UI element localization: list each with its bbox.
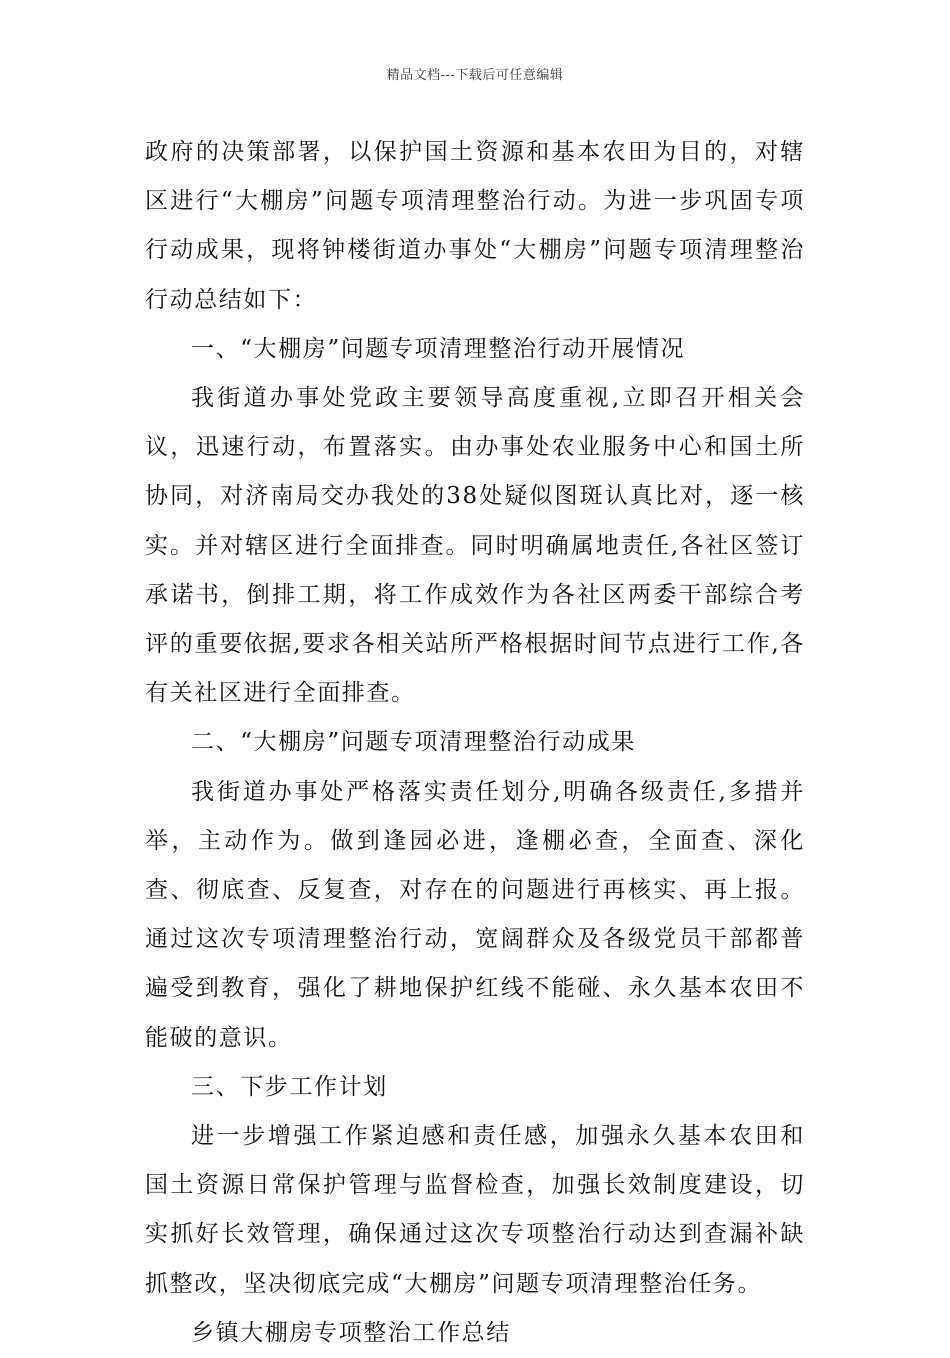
document-body (145, 128, 805, 1358)
paragraph-intro: 政府的决策部署，以保护国土资源和基本农田为目的，对辖区进行“大棚房”问题专项清理整治行动。为进一步巩固专项行动成果，现将钟楼街道办事处“大棚房”问题专项清理整治行动总结如下： (145, 139, 805, 313)
paragraph-section-1: 我街道办事处党政主要领导高度重视,立即召开相关会议，迅速行动，布置落实。由办事处农业服务中心和国土所协同，对济南局交办我处的38处疑似图斑认真比对，逐一核实。并对辖区进行全面排查。同时明确属地责任,各社区签订承诺书，倒排工期，将工作成效作为各社区两委干部综合考评的重要依据,要求各相关站所严格根据时间节点进行工作,各有关社区进行全面排查。 (145, 385, 805, 707)
section-heading-2: 二、“大棚房”问题专项清理整治行动成果 (191, 729, 636, 756)
section-heading-1: 一、“大棚房”问题专项清理整治行动开展情况 (191, 335, 686, 362)
page-header: 精品文档---下载后可任意编辑 (386, 68, 564, 83)
document-title-next: 乡镇大棚房专项整治工作总结 (191, 1319, 511, 1346)
section-heading-3: 三、下步工作计划 (191, 1073, 388, 1100)
paragraph-section-2: 我街道办事处严格落实责任划分,明确各级责任,多措并举，主动作为。做到逢园必进，逢棚必查，全面查、深化查、彻底查、反复查，对存在的问题进行再核实、再上报。通过这次专项清理整治行动，宽阔群众及各级党员干部都普遍受到教育，强化了耕地保护红线不能碰、永久基本农田不能破的意识。 (145, 778, 805, 1051)
paragraph-section-3: 进一步增强工作紧迫感和责任感，加强永久基本农田和国土资源日常保护管理与监督检查，加强长效制度建设，切实抓好长效管理，确保通过这次专项整治行动达到查漏补缺抓整改，坚决彻底完成“大棚房”问题专项清理整治任务。 (145, 1123, 805, 1297)
